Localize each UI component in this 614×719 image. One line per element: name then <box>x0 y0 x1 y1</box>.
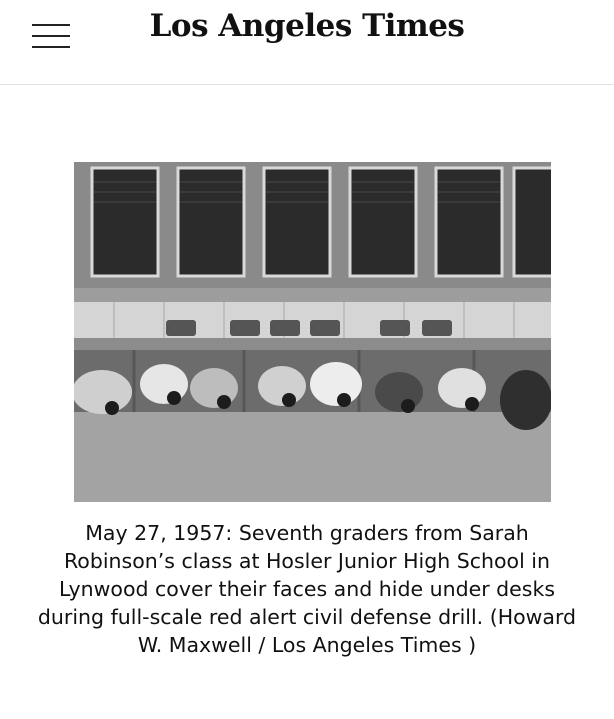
site-masthead[interactable]: Los Angeles Times <box>149 8 465 44</box>
photo-caption: May 27, 1957: Seventh graders from Sarah Robinson’s class at Hosler Junior High School in Lynwood cover their faces and hide under desks during full-scale red alert civil defense drill. (Howard W. Maxwell / Los Angeles Times ) <box>37 521 577 657</box>
article-photo <box>74 162 551 502</box>
classroom-photo-image <box>74 162 551 502</box>
top-header <box>0 0 614 85</box>
